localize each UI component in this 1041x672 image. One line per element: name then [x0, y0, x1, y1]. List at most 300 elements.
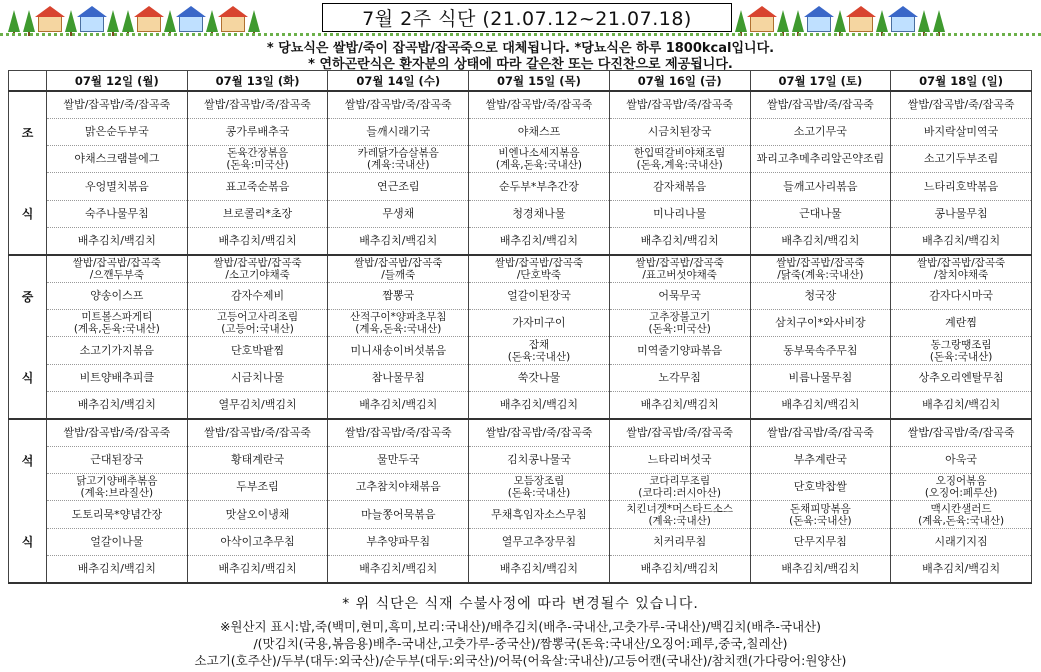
dish-cell: [187, 310, 328, 337]
dish-cell: [328, 419, 469, 446]
dish-cell: [750, 118, 891, 145]
dish-name: 숙주나물무침: [84, 206, 149, 220]
meal-label-bottom: 식: [21, 206, 34, 221]
dish-cell: [47, 282, 188, 309]
dish-cell: [891, 337, 1032, 364]
dish-name: 아삭이고추무침: [220, 534, 295, 548]
dish-name: 쌀밥/잡곡밥/잡곡죽: [354, 256, 443, 269]
day-header: 07월 14일 (수): [328, 71, 469, 92]
dish-cell: [891, 310, 1032, 337]
dish-name: 배추김치/백김치: [359, 562, 438, 576]
dish-name: 쌀밥/잡곡밥/죽/잡곡죽: [204, 425, 311, 439]
dish-name: 쌀밥/잡곡밥/죽/잡곡죽: [485, 97, 593, 111]
dish-name: 감자다시마국: [929, 288, 993, 302]
dish-name: 청경채나물: [512, 206, 566, 220]
dish-name: 고등어고사리조림: [216, 311, 299, 324]
header-banner: [0, 0, 1041, 36]
dish-name: 단호박찹쌀: [793, 480, 847, 494]
dish-cell: [187, 118, 328, 145]
meal-label-top: 석: [21, 453, 34, 468]
dish-cell: [47, 556, 188, 583]
dish-cell: [609, 364, 750, 391]
dish-name: 야채스크램블에그: [74, 152, 160, 166]
dish-cell: [609, 118, 750, 145]
dish-cell: [187, 501, 328, 528]
menu-row: [9, 282, 1032, 309]
dish-name: 소고기무국: [793, 124, 847, 138]
dish-name: 단호박팥찜: [230, 343, 285, 357]
dish-cell: [609, 173, 750, 200]
dish-cell: [469, 556, 610, 583]
dish-name: 배추김치/백김치: [218, 234, 297, 248]
menu-row: [9, 501, 1032, 528]
dish-cell: [187, 200, 328, 227]
dish-origin: (돈육:미국산): [226, 159, 289, 172]
origin-line: /(맛김치(국용,볶음용)배추-국내산,고춧가루-중국산)/짬뽕국(돈육:국내산/오징어:페루,중국,칠레산): [253, 636, 788, 651]
dish-name: 연근조림: [377, 179, 420, 193]
dish-name: 어묵무국: [658, 288, 701, 302]
day-header: 07월 13일 (화): [187, 71, 328, 92]
tree-icon: [206, 10, 218, 32]
dish-origin: /단호박죽: [516, 268, 562, 281]
dish-cell: [469, 501, 610, 528]
dish-cell: [891, 364, 1032, 391]
dish-cell: [187, 528, 328, 555]
dish-cell: [891, 146, 1032, 173]
dish-cell: [750, 228, 891, 255]
day-header: 07월 12일 (월): [47, 71, 188, 92]
dish-name: 쑥갓나물: [517, 370, 561, 384]
dish-name: 배추김치/백김치: [781, 234, 860, 248]
dish-origin: /표고버섯야채죽: [642, 268, 717, 281]
dish-name: 브로콜리*초장: [222, 206, 293, 220]
dish-name: 마늘쫑어묵볶음: [361, 507, 436, 521]
dish-cell: [750, 501, 891, 528]
dish-origin: (계육:국내산): [648, 514, 711, 527]
dish-cell: [750, 173, 891, 200]
dish-name: 고추참치야채볶음: [355, 480, 441, 494]
page-title: 7월 2주 식단 (21.07.12~21.07.18): [322, 3, 732, 32]
dish-cell: [328, 337, 469, 364]
dish-name: 무채흑임자소스무침: [491, 507, 587, 521]
dish-cell: [609, 419, 750, 446]
dish-cell: [469, 446, 610, 473]
dish-name: 삼치구이*와사비장: [775, 316, 866, 330]
dish-cell: [609, 255, 750, 282]
dish-cell: [609, 228, 750, 255]
dish-origin: (계육:브라질산): [80, 487, 154, 500]
dish-cell: [891, 474, 1032, 501]
origin-line: 소고기(호주산)/두부(대두:외국산)/순두부(대두:외국산)/어묵(어육살:국내산)/고등어캔(국내산)/참치캔(가다랑어:원양산): [194, 653, 847, 668]
notice-diabetic: * 당뇨식은 쌀밥/죽이 잡곡밥/잡곡죽으로 대체됩니다. *당뇨식은 하루 1800kcal입니다.: [266, 41, 775, 56]
dish-cell: [47, 419, 188, 446]
dish-name: 참나물무침: [371, 370, 425, 384]
dish-cell: [187, 556, 328, 583]
dish-cell: [47, 501, 188, 528]
dish-cell: [750, 255, 891, 282]
dish-origin: /들깨죽: [381, 268, 416, 281]
dish-name: 쌀밥/잡곡밥/죽/잡곡죽: [907, 97, 1015, 111]
dish-cell: [891, 528, 1032, 555]
dish-cell: [47, 474, 188, 501]
decoration-houses-right: [735, 4, 945, 32]
dish-cell: [47, 173, 188, 200]
menu-row: [9, 118, 1032, 145]
tree-icon: [918, 10, 930, 32]
dish-name: 배추김치/백김치: [359, 234, 438, 248]
dish-name: 배추김치/백김치: [922, 562, 1001, 576]
tree-icon: [933, 10, 945, 32]
tree-icon: [792, 10, 804, 32]
menu-row: [9, 364, 1032, 391]
dish-cell: [187, 419, 328, 446]
dish-cell: [891, 392, 1032, 419]
dish-cell: [609, 337, 750, 364]
dish-name: 배추김치/백김치: [359, 398, 438, 412]
menu-row: [9, 528, 1032, 555]
dish-origin: (계육:국내산): [367, 159, 430, 172]
dish-cell: [187, 392, 328, 419]
dish-name: 쌀밥/잡곡밥/죽/잡곡죽: [907, 425, 1015, 439]
dish-cell: [469, 528, 610, 555]
dish-name: 야채스프: [517, 124, 561, 138]
dish-name: 시금치나물: [230, 370, 285, 384]
dish-name: 맑은순두부국: [84, 124, 149, 138]
tree-icon: [735, 10, 747, 32]
tree-icon: [122, 10, 134, 32]
dish-cell: [47, 528, 188, 555]
dish-cell: [187, 91, 328, 118]
dish-origin: (돈육,계육:국내산): [636, 159, 723, 172]
dish-name: 짬뽕국: [382, 288, 415, 302]
tree-icon: [248, 10, 260, 32]
dish-name: 김치콩나물국: [507, 452, 571, 466]
dish-cell: [187, 474, 328, 501]
decoration-dotted-line: [0, 33, 1041, 36]
dish-name: 계란찜: [945, 316, 978, 330]
dish-cell: [609, 91, 750, 118]
dish-cell: [750, 528, 891, 555]
dish-name: 배추김치/백김치: [218, 562, 297, 576]
dish-cell: [469, 228, 610, 255]
menu-row: [9, 91, 1032, 118]
tree-icon: [107, 10, 119, 32]
dish-cell: [891, 228, 1032, 255]
dish-name: 근대된장국: [90, 452, 144, 466]
tree-icon: [834, 10, 846, 32]
dish-name: 쌀밥/잡곡밥/죽/잡곡죽: [766, 425, 874, 439]
dish-cell: [469, 419, 610, 446]
dish-name: 배추김치/백김치: [499, 234, 578, 248]
dish-name: 부추양파무침: [366, 534, 431, 548]
dish-cell: [609, 282, 750, 309]
menu-row: [9, 337, 1032, 364]
dish-cell: [469, 200, 610, 227]
dish-name: 쌀밥/잡곡밥/잡곡죽: [72, 256, 161, 269]
dish-name: 배추김치/백김치: [77, 234, 156, 248]
dish-name: 배추김치/백김치: [499, 562, 578, 576]
dish-cell: [187, 282, 328, 309]
menu-row: [9, 146, 1032, 173]
decoration-houses-left: [8, 4, 260, 32]
footer-note: * 위 식단은 식재 수불사정에 따라 변경될수 있습니다.: [342, 596, 699, 612]
dish-name: 황태계란국: [230, 452, 285, 466]
dish-name: 미나리나물: [653, 206, 707, 220]
dish-name: 들깨고사리볶음: [783, 179, 858, 193]
dish-name: 느타리버섯국: [647, 452, 712, 466]
dish-cell: [750, 200, 891, 227]
dish-cell: [750, 392, 891, 419]
dish-name: 상추오리엔탈무침: [918, 370, 1004, 384]
house-icon: [80, 16, 104, 32]
dish-name: 배추김치/백김치: [781, 398, 860, 412]
dish-name: 쌀밥/잡곡밥/죽/잡곡죽: [63, 97, 171, 111]
dish-name: 모듬장조림: [513, 475, 565, 488]
dish-cell: [750, 419, 891, 446]
dish-cell: [609, 392, 750, 419]
dish-origin: (돈육:미국산): [648, 323, 711, 336]
dish-name: 미트볼스파게티: [81, 311, 153, 324]
dish-cell: [328, 446, 469, 473]
dish-cell: [187, 446, 328, 473]
dish-cell: [891, 91, 1032, 118]
dish-name: 얼갈이된장국: [507, 288, 571, 302]
menu-row: [9, 556, 1032, 583]
dish-cell: [750, 446, 891, 473]
dish-origin: (돈육:국내산): [507, 350, 571, 363]
dish-cell: [328, 528, 469, 555]
dish-origin: (고등어:국내산): [221, 323, 294, 336]
dish-cell: [47, 118, 188, 145]
dish-name: 치커리무침: [653, 534, 707, 548]
dish-origin: (돈육:국내산): [507, 487, 571, 500]
dish-name: 꽈리고추메추리알곤약조림: [756, 152, 885, 166]
dish-name: 아욱국: [945, 452, 978, 466]
menu-row: [9, 310, 1032, 337]
dish-name: 잡채: [528, 338, 550, 351]
dish-name: 감자채볶음: [653, 179, 707, 193]
tree-icon: [65, 10, 77, 32]
dish-cell: [328, 474, 469, 501]
dish-cell: [750, 337, 891, 364]
dish-origin: /으깬두부죽: [89, 268, 144, 281]
dish-name: 비엔나소세지볶음: [498, 147, 580, 160]
dish-cell: [750, 474, 891, 501]
dish-cell: [47, 446, 188, 473]
tree-icon: [23, 10, 35, 32]
dish-name: 쌀밥/잡곡밥/죽/잡곡죽: [344, 425, 452, 439]
tree-icon: [777, 10, 789, 32]
dish-name: 오징어볶음: [935, 475, 987, 488]
dish-name: 쌀밥/잡곡밥/잡곡죽: [213, 256, 302, 269]
dish-cell: [328, 392, 469, 419]
dish-cell: [328, 310, 469, 337]
house-icon: [807, 16, 831, 32]
dish-name: 순두부*부추간장: [499, 179, 579, 193]
dish-name: 쌀밥/잡곡밥/잡곡죽: [494, 256, 584, 269]
dish-cell: [891, 556, 1032, 583]
dish-cell: [469, 474, 610, 501]
dish-cell: [609, 446, 750, 473]
tree-icon: [876, 10, 888, 32]
dish-origin: (돈육:국내산): [789, 514, 852, 527]
dish-name: 콩가루배추국: [225, 124, 290, 138]
dish-name: 열무고추장무침: [501, 534, 577, 548]
dish-name: 비름나물무침: [788, 370, 853, 384]
house-icon: [891, 16, 915, 32]
meal-label-bottom: 식: [21, 370, 34, 385]
dish-name: 시금치된장국: [647, 124, 712, 138]
dish-name: 쌀밥/잡곡밥/죽/잡곡죽: [63, 425, 171, 439]
menu-row: [9, 200, 1032, 227]
dish-name: 동그랑땡조림: [930, 338, 992, 351]
menu-row: [9, 474, 1032, 501]
day-header: 07월 16일 (금): [609, 71, 750, 92]
menu-row: [9, 173, 1032, 200]
dish-name: 배추김치/백김치: [640, 398, 719, 412]
dish-cell: [750, 310, 891, 337]
dish-cell: [328, 255, 469, 282]
menu-row: [9, 419, 1032, 446]
dish-cell: [469, 255, 610, 282]
dish-name: 배추김치/백김치: [640, 562, 719, 576]
dish-name: 고추장불고기: [649, 311, 711, 324]
dish-cell: [891, 282, 1032, 309]
menu-row: [9, 446, 1032, 473]
dish-name: 치킨너겟*머스타드소스: [626, 502, 733, 515]
dish-name: 들깨시래기국: [366, 124, 431, 138]
dish-name: 쌀밥/잡곡밥/죽/잡곡죽: [626, 97, 734, 111]
dish-cell: [891, 446, 1032, 473]
dish-cell: [469, 282, 610, 309]
dish-name: 쌀밥/잡곡밥/죽/잡곡죽: [766, 97, 874, 111]
dish-name: 닭고기양배추볶음: [76, 475, 158, 488]
dish-cell: [328, 118, 469, 145]
dish-name: 우엉멸치볶음: [84, 179, 149, 193]
dish-name: 쌀밥/잡곡밥/죽/잡곡죽: [344, 97, 452, 111]
dish-cell: [47, 255, 188, 282]
dish-name: 비트양배추피클: [79, 370, 155, 384]
dish-origin: (돈육:국내산): [929, 350, 993, 363]
origin-line: ※원산지 표시:밥,죽(백미,현미,흑미,보리:국내산)/배추김치(배추-국내산,고춧가루-국내산)/백김치(배추-국내산): [219, 619, 822, 634]
dish-origin: (계육,돈육:국내산): [495, 159, 582, 172]
dish-cell: [328, 282, 469, 309]
dish-cell: [891, 173, 1032, 200]
dish-name: 코다리무조림: [649, 475, 711, 488]
dish-cell: [187, 173, 328, 200]
dish-cell: [609, 474, 750, 501]
dish-cell: [469, 118, 610, 145]
dish-name: 물만두국: [377, 452, 420, 466]
dish-name: 느타리호박볶음: [923, 179, 999, 193]
house-icon: [179, 16, 203, 32]
dish-cell: [469, 392, 610, 419]
dish-name: 맥시칸샐러드: [930, 502, 992, 515]
meal-label: [9, 419, 47, 583]
dish-origin: /닭죽(계육:국내산): [777, 268, 864, 281]
house-icon: [221, 16, 245, 32]
dish-cell: [328, 173, 469, 200]
dish-name: 쌀밥/잡곡밥/잡곡죽: [776, 256, 865, 269]
menu-body: [9, 91, 1032, 583]
dish-cell: [328, 91, 469, 118]
dish-name: 한입떡갈비야채조림: [634, 147, 726, 160]
dish-name: 콩나물무침: [934, 206, 988, 220]
dish-name: 가자미구이: [512, 316, 566, 330]
dish-cell: [469, 146, 610, 173]
dish-cell: [609, 556, 750, 583]
dish-cell: [47, 392, 188, 419]
dish-cell: [47, 310, 188, 337]
dish-name: 배추김치/백김치: [499, 398, 578, 412]
dish-cell: [891, 419, 1032, 446]
dish-name: 두부조림: [236, 480, 279, 494]
dish-cell: [47, 200, 188, 227]
dish-cell: [328, 364, 469, 391]
menu-row: [9, 392, 1032, 419]
day-header: 07월 18일 (일): [891, 71, 1032, 92]
dish-cell: [187, 364, 328, 391]
dish-name: 쌀밥/잡곡밥/죽/잡곡죽: [626, 425, 734, 439]
dish-origin: (계육,돈육:국내산): [355, 323, 442, 336]
dish-name: 배추김치/백김치: [640, 234, 719, 248]
dish-name: 쌀밥/잡곡밥/죽/잡곡죽: [204, 97, 311, 111]
dish-name: 배추김치/백김치: [77, 398, 156, 412]
dish-name: 감자수제비: [230, 288, 285, 302]
dish-name: 노각무침: [658, 370, 701, 384]
dish-cell: [469, 337, 610, 364]
dish-name: 근대나물: [799, 206, 842, 220]
dish-cell: [47, 364, 188, 391]
dish-name: 열무김치/백김치: [218, 398, 297, 412]
dish-origin: (코다리:러시아산): [638, 487, 722, 500]
dish-name: 배추김치/백김치: [781, 562, 860, 576]
dish-cell: [469, 173, 610, 200]
house-icon: [750, 16, 774, 32]
dish-cell: [469, 310, 610, 337]
dish-name: 돈채피망볶음: [789, 502, 851, 515]
dish-cell: [609, 528, 750, 555]
dish-origin: /참치야채죽: [933, 268, 989, 281]
dish-name: 얼갈이나물: [90, 534, 144, 548]
meal-label-top: 중: [21, 289, 34, 304]
dish-name: 카레닭가슴살볶음: [357, 147, 439, 160]
dish-name: 쌀밥/잡곡밥/잡곡죽: [916, 256, 1006, 269]
dish-name: 시래기지짐: [934, 534, 988, 548]
meal-label: [9, 255, 47, 419]
house-icon: [849, 16, 873, 32]
dish-cell: [609, 200, 750, 227]
day-header-row: [9, 71, 1032, 92]
dish-cell: [328, 556, 469, 583]
dish-name: 미니새송이버섯볶음: [350, 343, 447, 357]
dish-name: 쌀밥/잡곡밥/잡곡죽: [635, 256, 724, 269]
dish-cell: [609, 310, 750, 337]
dish-name: 무생채: [382, 206, 415, 220]
dish-cell: [47, 91, 188, 118]
dish-cell: [469, 364, 610, 391]
dish-cell: [750, 282, 891, 309]
dish-name: 도토리묵*양념간장: [71, 507, 163, 521]
dish-name: 표고죽순볶음: [225, 179, 290, 193]
dish-name: 돈육간장볶음: [227, 147, 288, 160]
dish-cell: [891, 200, 1032, 227]
dish-cell: [328, 146, 469, 173]
day-header: 07월 15일 (목): [469, 71, 610, 92]
dish-origin: (오징어:페루산): [924, 487, 998, 500]
dish-cell: [609, 146, 750, 173]
tree-icon: [8, 10, 20, 32]
